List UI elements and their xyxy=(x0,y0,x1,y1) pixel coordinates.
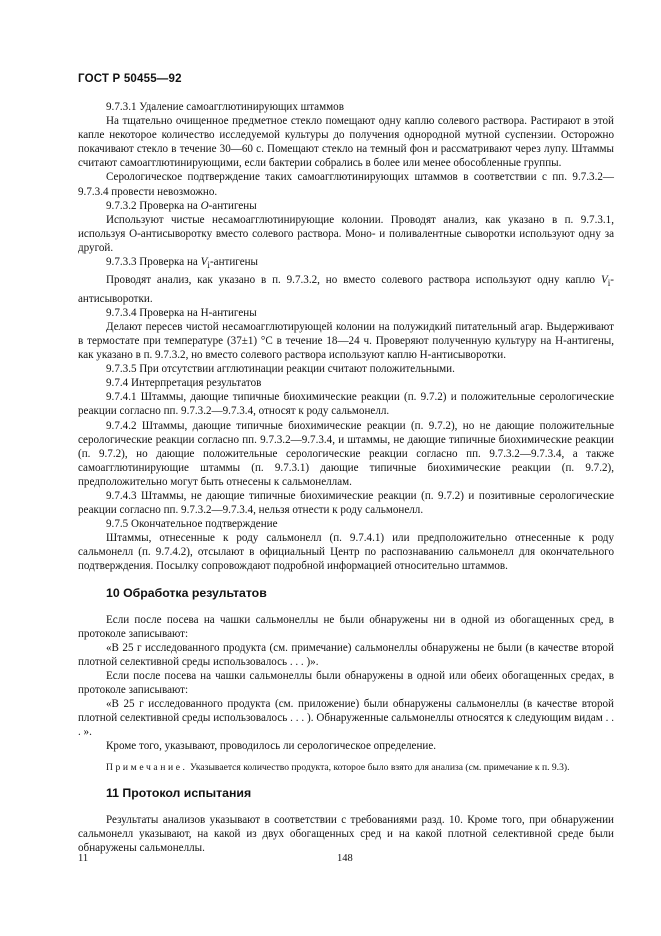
subsection-title-9-7-5: 9.7.5 Окончательное подтверждение xyxy=(106,518,278,531)
subsection-title-9-7-3-2: 9.7.3.2 Проверка на O-антигены xyxy=(106,199,257,212)
paragraph: 9.7.4.2 Штаммы, дающие типичные биохимические реакции (п. 9.7.2), но не дающие положительные серологические реакции согласно пп. 9.7.3.2—9.7.3.4, и штаммы, не дающие типичные биохимические реакции (п. 9.7.2), но дающие положительные серологические реакции согласно пп. 9.7.3.2—9.7.3.4, а также самоагглютинирующие штаммы (п. 9.7.3.1) дающие типичные биохимические реакции (п. 9.7.2), предположительно могут быть отнесены к сальмонеллам. xyxy=(78,419,614,488)
section-heading-11: 11 Протокол испытания xyxy=(106,786,252,801)
subsection-title-9-7-3-4: 9.7.3.4 Проверка на Н-антигены xyxy=(106,306,257,319)
paragraph: 9.7.4.3 Штаммы, не дающие типичные биохимические реакции (п. 9.7.2) и позитивные серологические реакции согласно пп. 9.7.3.2—9.7.3.4, нельзя отнести к роду сальмонелл. xyxy=(78,489,614,517)
paragraph: «В 25 г исследованного продукта (см. приложение) были обнаружены сальмонеллы (в качестве второй плотной селективной среды использовалось . . . ). Обнаруженные сальмонеллы относятся к следующим видам . . . ». xyxy=(78,698,614,739)
section-heading-10: 10 Обработка результатов xyxy=(106,585,267,600)
subsection-title-9-7-3-1: 9.7.3.1 Удаление самоагглютинирующих штаммов xyxy=(106,101,344,113)
page-number-left: 11 xyxy=(78,853,89,864)
paragraph: Если после посева на чашки сальмонеллы были обнаружены в одной или обеих обогащенных средах, в протоколе записывают: xyxy=(78,670,614,697)
paragraph: Делают пересев чистой несамоагглютирующей колонии на полужидкий питательный агар. Выдерживают в термостате при температуре (37±1) °С в течение 18—24 ч. Проверяют полученную культуру на Н-антигены, как указано в п. 9.7.3.2, но вместо солевого раствора используют каплю Н-антисыворотки. xyxy=(78,320,614,362)
subsection-title-9-7-3-3: 9.7.3.3 Проверка на $V_i$-антигены xyxy=(106,256,259,272)
paragraph: Кроме того, указывают, проводилось ли серологическое определение. xyxy=(106,740,437,753)
subsection-title-9-7-4: 9.7.4 Интерпретация результатов xyxy=(106,377,262,390)
document-header: ГОСТ Р 50455—92 xyxy=(78,73,182,85)
note-text: Указывается количество продукта, которое было взято для анализа (см. примечание к п. 9.3). xyxy=(187,761,570,773)
paragraph: «В 25 г исследованного продукта (см. примечание) сальмонеллы обнаружены не были (в качестве второй плотной селективной среды использовалось . . . )». xyxy=(78,641,614,668)
paragraph: 9.7.4.1 Штаммы, дающие типичные биохимические реакции (п. 9.7.2) и положительные серологические реакции согласно пп. 9.7.3.2—9.7.3.4, относят к роду сальмонелл. xyxy=(78,391,614,418)
paragraph: На тщательно очищенное предметное стекло помещают одну каплю солевого раствора. Растирают в этой капле некоторое количество исследуемой культуры до получения однородной мутной суспензии. Осторожно покачивают стекло в течение 30—60 с. Помещают стекло на темный фон и рассматривают через лупу. Штаммы считают самоагглютинирующими, если бактерии собрались в более или менее обособленные группы. xyxy=(78,115,614,170)
page-number: 148 xyxy=(337,853,353,864)
paragraph: Результаты анализов указывают в соответствии с требованиями разд. 10. Кроме того, при обнаружении сальмонелл указывают, на какой из двух обогащенных сред и на какой плотной селективной среде были обнаружены сальмонеллы. xyxy=(78,814,614,855)
paragraph: 9.7.3.5 При отсутствии агглютинации реакции считают положительными. xyxy=(106,363,455,376)
paragraph: Проводят анализ, как указано в п. 9.7.3.2, но вместо солевого раствора используют одну каплю $V_i$-антисыворотки. xyxy=(78,274,614,305)
document-body xyxy=(78,100,614,856)
note xyxy=(78,762,614,775)
paragraph: Если после посева на чашки сальмонеллы не были обнаружены ни в одной из обогащенных сред, в протоколе записывают: xyxy=(78,613,614,640)
paragraph: Используют чистые несамоагглютинирующие колонии. Проводят анализ, как указано в п. 9.7.3.1, используя О-антисыворотку вместо солевого раствора. Моно- и поливалентные сыворотки используют одну за другой. xyxy=(78,213,614,254)
paragraph: Серологическое подтверждение таких самоагглютинирующих штаммов в соответствии с пп. 9.7.3.2—9.7.3.4 провести невозможно. xyxy=(78,171,614,198)
paragraph: Штаммы, отнесенные к роду сальмонелл (п. 9.7.4.1) или предположительно отнесенные к роду сальмонелл (п. 9.7.4.2), отсылают в официальный Центр по распознаванию сальмонелл для окончательного подтверждения. Посылку сопровождают подробной информацией относительно штаммов. xyxy=(78,532,614,573)
note-label: Примечание. xyxy=(106,761,188,773)
